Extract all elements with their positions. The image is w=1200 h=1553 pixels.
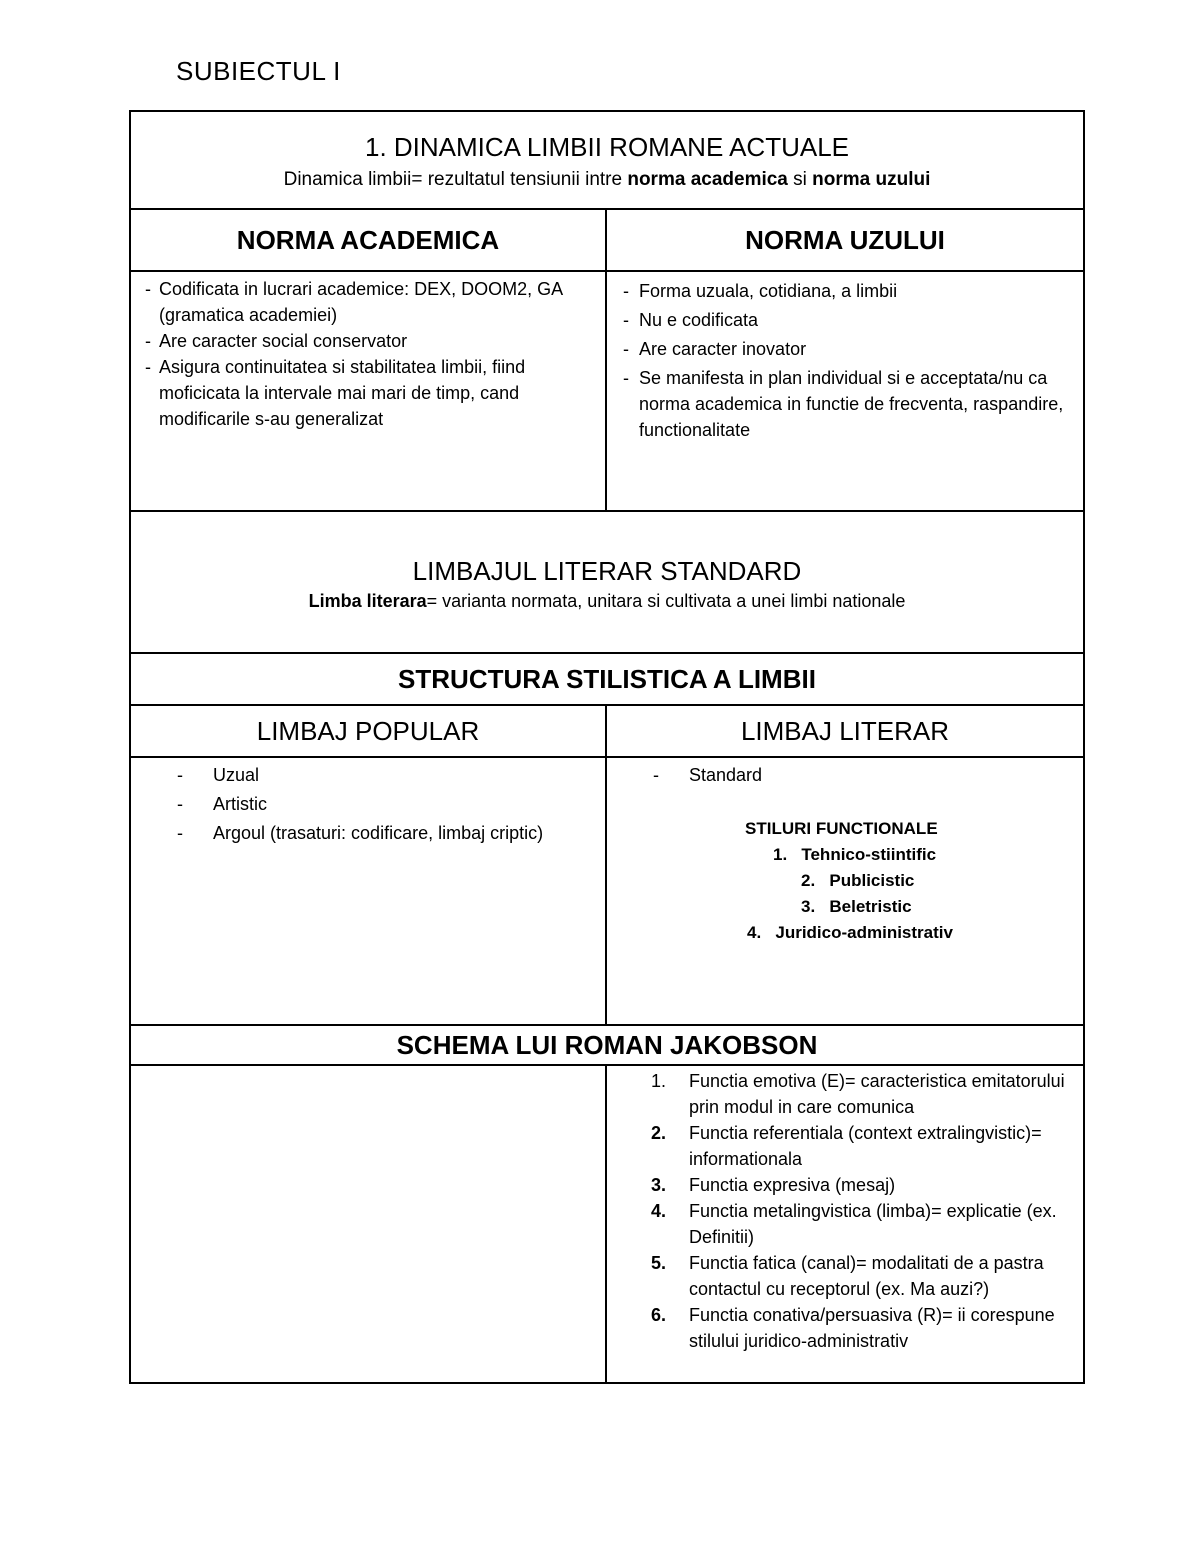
jakobson-title: SCHEMA LUI ROMAN JAKOBSON <box>130 1025 1084 1065</box>
structura-title: STRUCTURA STILISTICA A LIMBII <box>130 653 1084 705</box>
stiluri-title: STILURI FUNCTIONALE <box>745 819 938 838</box>
stil-item <box>801 868 1073 894</box>
limbaj-popular-list <box>177 762 595 846</box>
item-num: 1. <box>651 1071 667 1091</box>
stil-item <box>747 920 1073 946</box>
list-item: - Artistic <box>177 791 595 817</box>
item-num: 4. <box>651 1201 667 1221</box>
list-item <box>651 1250 1067 1302</box>
item-text: Functia emotiva (E)= caracteristica emitatorului prin modul in care comunica <box>689 1071 1065 1117</box>
norma-academica-cell <box>130 271 606 511</box>
limbaj-popular-cell <box>130 757 606 1025</box>
subtitle-bold-uzului: norma uzului <box>812 169 931 190</box>
limbaj-literar-cell <box>606 757 1084 1025</box>
stil-label: Tehnico-stiintific <box>801 845 937 864</box>
item-num: 2. <box>651 1123 667 1143</box>
subtitle-mid: si <box>787 169 813 190</box>
item-text: Functia fatica (canal)= modalitati de a pastra contactul cu receptorul (ex. Ma auzi?) <box>689 1253 1044 1299</box>
stil-item <box>773 842 1073 868</box>
norma-uzului-list <box>623 278 1069 443</box>
list-item <box>651 1302 1067 1354</box>
limbaj-standard-section <box>130 511 1084 653</box>
list-item: - Asigura continuitatea si stabilitatea limbii, fiind moficicata la intervale mai mari de timp, cand modificarile s-au generalizat <box>145 354 595 432</box>
summary-table <box>129 110 1085 1384</box>
limbaj-literar-header: LIMBAJ LITERAR <box>606 705 1084 757</box>
item-text: Functia metalingvistica (limba)= explicatie (ex. Definitii) <box>689 1201 1057 1247</box>
limbaj-popular-header: LIMBAJ POPULAR <box>130 705 606 757</box>
list-item: - Argoul (trasaturi: codificare, limbaj criptic) <box>177 820 595 846</box>
subtitle-plain: Dinamica limbii= rezultatul tensiunii intre <box>283 169 628 190</box>
item-num: 6. <box>651 1305 667 1325</box>
item-text: Functia referentiala (context extralingvistic)= informationala <box>689 1123 1042 1169</box>
list-item <box>651 1198 1067 1250</box>
list-item: - Are caracter social conservator <box>145 328 595 354</box>
stil-num: 2. <box>801 871 816 890</box>
list-item: - Forma uzuala, cotidiana, a limbii <box>623 278 1069 304</box>
section1-subtitle <box>131 169 1083 191</box>
list-item <box>651 1120 1067 1172</box>
list-item: - Uzual <box>177 762 595 788</box>
item-num: 3. <box>651 1175 667 1195</box>
subtitle-bold-academica: norma academica <box>627 169 788 190</box>
stil-label: Juridico-administrativ <box>775 923 953 942</box>
list-item: - Se manifesta in plan individual si e acceptata/nu ca norma academica in functie de frecventa, raspandire, functionalitate <box>623 365 1069 443</box>
list-item: - Are caracter inovator <box>623 336 1069 362</box>
stil-num: 3. <box>801 897 816 916</box>
item-text: Functia conativa/persuasiva (R)= ii corespune stilului juridico-administrativ <box>689 1305 1055 1351</box>
stil-num: 4. <box>747 923 762 942</box>
jakobson-functions-list <box>651 1068 1067 1354</box>
jakobson-empty-cell <box>130 1065 606 1383</box>
definition-term: Limba literara <box>308 591 427 611</box>
jakobson-functions-cell <box>606 1065 1084 1383</box>
definition-text: = varianta normata, unitara si cultivata a unei limbi nationale <box>426 591 906 611</box>
norma-uzului-cell <box>606 271 1084 511</box>
stil-num: 1. <box>773 845 788 864</box>
norma-academica-header: NORMA ACADEMICA <box>130 209 606 271</box>
list-item: - Standard <box>653 762 1073 788</box>
list-item <box>651 1172 1067 1198</box>
stil-label: Beletristic <box>829 897 912 916</box>
limbaj-literar-list <box>653 762 1073 788</box>
norma-academica-list <box>145 276 595 432</box>
section1-title: 1. DINAMICA LIMBII ROMANE ACTUALE <box>365 132 849 162</box>
limbaj-standard-title: LIMBAJUL LITERAR STANDARD <box>412 556 802 586</box>
page-title: SUBIECTUL I <box>176 56 341 86</box>
limbaj-standard-definition <box>131 591 1083 612</box>
list-item: - Nu e codificata <box>623 307 1069 333</box>
item-text: Functia expresiva (mesaj) <box>689 1175 896 1195</box>
stil-label: Publicistic <box>829 871 915 890</box>
list-item: - Codificata in lucrari academice: DEX, DOOM2, GA (gramatica academiei) <box>145 276 595 328</box>
stil-item <box>801 894 1073 920</box>
norma-uzului-header: NORMA UZULUI <box>606 209 1084 271</box>
item-num: 5. <box>651 1253 667 1273</box>
section1-header <box>130 111 1084 209</box>
list-item <box>651 1068 1067 1120</box>
